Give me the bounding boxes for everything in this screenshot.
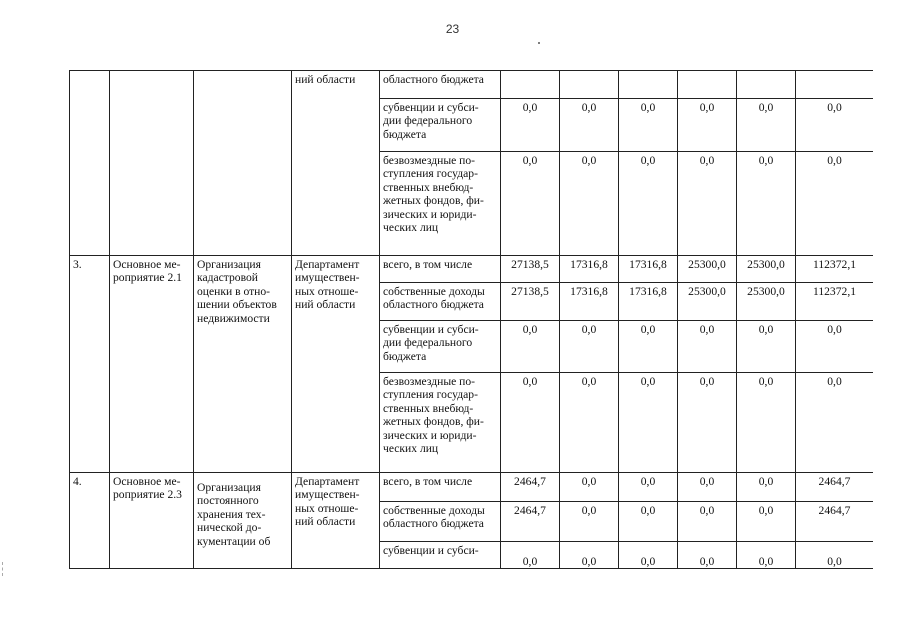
cell-value	[560, 71, 619, 99]
cell-name	[194, 256, 292, 473]
cell-value: 0,0	[737, 99, 796, 152]
cell-status	[110, 256, 194, 473]
cell-value: 0,0	[501, 152, 560, 256]
cell-value: 0,0	[796, 321, 874, 373]
cell-number: 3.	[70, 256, 110, 473]
page-number: 23	[445, 22, 460, 36]
cell-value: 0,0	[560, 99, 619, 152]
cell-value	[501, 71, 560, 99]
cell-value: 0,0	[501, 321, 560, 373]
name-text: Организация кадастровой оценки в отно- шении объектов недвижимости	[197, 258, 277, 325]
cell-value: 2464,7	[501, 502, 560, 542]
cell-value: 25300,0	[678, 256, 737, 283]
cell-value: 2464,7	[796, 473, 874, 502]
cell-value: 0,0	[737, 152, 796, 256]
cell-value: 112372,1	[796, 256, 874, 283]
cell-source	[380, 99, 501, 152]
cell-value: 0,0	[678, 99, 737, 152]
cell-value: 0,0	[501, 99, 560, 152]
source-label: собственные доходы областного бюджета	[383, 504, 485, 531]
cell-status	[110, 473, 194, 569]
cell-value: 0,0	[619, 99, 678, 152]
cell-value	[737, 71, 796, 99]
cell-name	[194, 473, 292, 569]
table-row	[70, 71, 874, 99]
scan-speck	[538, 42, 540, 44]
cell-value: 0,0	[737, 321, 796, 373]
executor-text: Департамент имуществен- ных отноше- ний области	[295, 475, 360, 529]
cell-value: 0,0	[737, 473, 796, 502]
cell-value	[796, 71, 874, 99]
cell-value: 0,0	[796, 152, 874, 256]
cell-number: 4.	[70, 473, 110, 569]
source-label: всего, в том числе	[383, 258, 473, 271]
cell-executor	[292, 256, 380, 473]
cell-value: 2464,7	[796, 502, 874, 542]
cell-status-cont	[110, 71, 194, 256]
cell-value: 2464,7	[501, 473, 560, 502]
cell-value: 0,0	[678, 473, 737, 502]
cell-value: 17316,8	[619, 256, 678, 283]
cell-value: 0,0	[501, 373, 560, 473]
cell-value: 0,0	[678, 321, 737, 373]
cell-value: 0,0	[619, 152, 678, 256]
cell-value: 0,0	[619, 321, 678, 373]
cell-value: 17316,8	[560, 256, 619, 283]
cell-value: 0,0	[560, 152, 619, 256]
cell-source	[380, 502, 501, 542]
cell-value: 0,0	[678, 152, 737, 256]
executor-text: Департамент имуществен- ных отноше- ний области	[295, 258, 360, 312]
cell-value: 27138,5	[501, 283, 560, 321]
cell-value: 0,0	[560, 321, 619, 373]
source-label: субвенции и субси- дии федерального бюджета	[383, 101, 479, 141]
source-label: безвозмездные по- ступления государ- ственных внебюд- жетных фондов, фи- зических и юриди- ческих лиц	[383, 375, 484, 456]
cell-value: 0,0	[560, 542, 619, 569]
source-label: всего, в том числе	[383, 475, 473, 488]
cell-value: 0,0	[737, 542, 796, 569]
cell-value: 0,0	[560, 502, 619, 542]
executor-text: ний области	[295, 73, 356, 86]
cell-source	[380, 542, 501, 569]
cell-source	[380, 321, 501, 373]
cell-value: 0,0	[678, 542, 737, 569]
source-label: субвенции и субси-	[383, 544, 479, 557]
name-text: Организация постоянного хранения тех- нической до- кументации об	[197, 481, 271, 548]
cell-value: 17316,8	[619, 283, 678, 321]
cell-value: 0,0	[796, 542, 874, 569]
cell-value: 25300,0	[737, 256, 796, 283]
cell-value: 0,0	[737, 373, 796, 473]
cell-value	[678, 71, 737, 99]
cell-value	[619, 71, 678, 99]
source-label: безвозмездные по- ступления государ- ственных внебюд- жетных фондов, фи- зических и юриди- ческих лиц	[383, 154, 484, 235]
source-label: субвенции и субси- дии федерального бюджета	[383, 323, 479, 363]
cell-value: 0,0	[619, 473, 678, 502]
cell-executor	[292, 473, 380, 569]
cell-source	[380, 256, 501, 283]
cell-value: 25300,0	[678, 283, 737, 321]
cell-value: 0,0	[501, 542, 560, 569]
cell-value: 0,0	[619, 502, 678, 542]
cell-value: 25300,0	[737, 283, 796, 321]
budget-table-sheet	[69, 70, 873, 576]
budget-table	[69, 70, 873, 569]
cell-executor-cont	[292, 71, 380, 256]
cell-value: 0,0	[619, 542, 678, 569]
table-row	[70, 473, 874, 502]
cell-source	[380, 473, 501, 502]
cell-value: 0,0	[678, 373, 737, 473]
cell-number-cont	[70, 71, 110, 256]
cell-name-cont	[194, 71, 292, 256]
cell-value: 0,0	[796, 99, 874, 152]
source-label: областного бюджета	[383, 73, 484, 86]
cell-source	[380, 152, 501, 256]
cell-value: 0,0	[560, 473, 619, 502]
table-row	[70, 256, 874, 283]
cell-value: 0,0	[796, 373, 874, 473]
cell-value: 0,0	[560, 373, 619, 473]
cell-value: 112372,1	[796, 283, 874, 321]
status-text: Основное ме- роприятие 2.3	[113, 475, 182, 502]
cell-source	[380, 283, 501, 321]
cell-value: 0,0	[619, 373, 678, 473]
scan-edge-mark	[2, 562, 7, 576]
cell-source	[380, 71, 501, 99]
cell-value: 17316,8	[560, 283, 619, 321]
cell-value: 0,0	[678, 502, 737, 542]
status-text: Основное ме- роприятие 2.1	[113, 258, 182, 285]
cell-value: 0,0	[737, 502, 796, 542]
source-label: собственные доходы областного бюджета	[383, 285, 485, 312]
cell-source	[380, 373, 501, 473]
cell-value: 27138,5	[501, 256, 560, 283]
